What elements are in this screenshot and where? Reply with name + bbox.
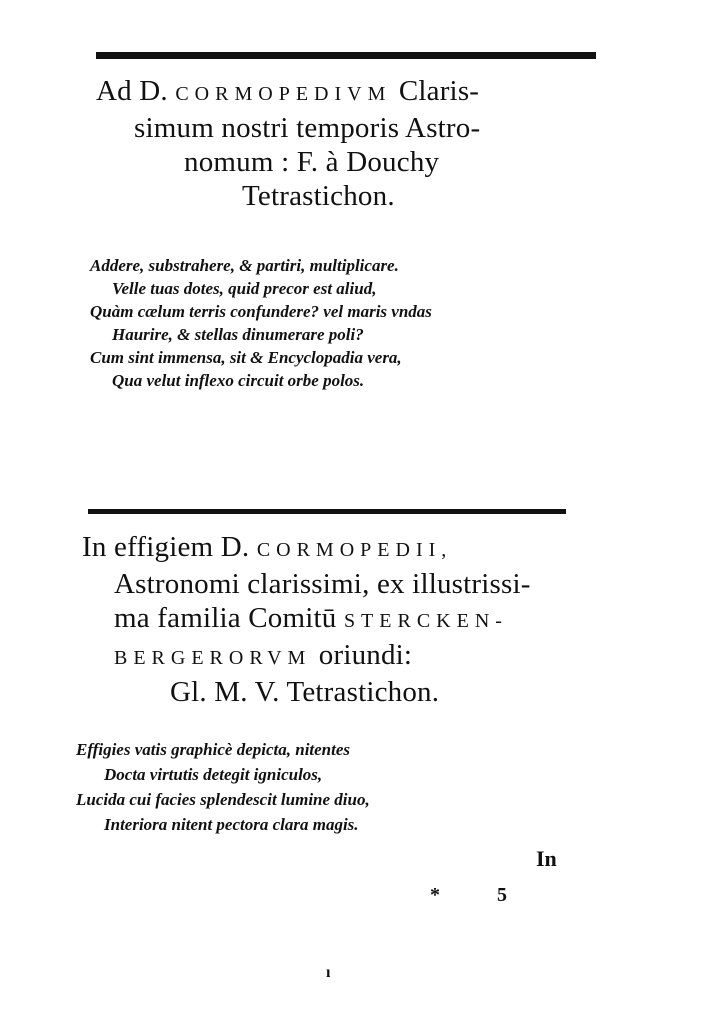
heading-effigy-family: ma familia Comitū <box>114 602 337 634</box>
heading-dedication-prefix: Ad D. <box>96 75 168 107</box>
signature-mark: * 5 <box>430 884 533 906</box>
heading-dedication-name: CORMOPEDIVM <box>175 83 392 105</box>
poem-effigy <box>76 737 370 837</box>
poem-line: Quàm cælum terris confundere? vel maris vndas <box>90 302 432 321</box>
poem-dedication <box>90 254 432 392</box>
poem-line: Haurire, & stellas dinumerare poli? <box>112 325 364 344</box>
heading-dedication-line-2: simum nostri temporis Astro- <box>134 112 481 144</box>
heading-dedication <box>96 74 480 213</box>
heading-effigy-prefix: In effigiem D. <box>82 531 250 563</box>
poem-line: Cum sint immensa, sit & Encyclopadia vera, <box>90 348 402 367</box>
poem-line: Qua velut inflexo circuit orbe polos. <box>112 371 365 390</box>
poem-line: Velle tuas dotes, quid precor est aliud, <box>112 279 377 298</box>
folio-mark: ı <box>326 964 331 981</box>
heading-effigy-line-4 <box>82 638 531 675</box>
poem-line: Docta virtutis detegit igniculos, <box>104 765 323 784</box>
heading-dedication-line-1 <box>96 74 480 111</box>
poem-line: Effigies vatis graphicè depicta, nitentes <box>76 740 351 759</box>
heading-dedication-line-3: nomum : F. à Douchy <box>184 146 440 178</box>
heading-effigy-family-name-cont: BERGERORVM <box>114 647 312 669</box>
top-rule <box>96 52 596 59</box>
heading-effigy-line-5: Gl. M. V. Tetrastichon. <box>170 676 440 708</box>
heading-dedication-line-4: Tetrastichon. <box>242 180 395 212</box>
heading-effigy-name: CORMOPEDII, <box>256 539 453 561</box>
heading-effigy-line-1 <box>82 530 531 567</box>
heading-effigy-line-3 <box>82 601 531 638</box>
poem-line: Lucida cui facies splendescit lumine diuo, <box>76 790 370 809</box>
catchword: In <box>536 846 557 871</box>
heading-effigy-line-2: Astronomi clarissimi, ex illustrissi- <box>114 568 531 600</box>
heading-dedication-suffix: Claris- <box>398 75 480 107</box>
heading-effigy <box>82 530 531 709</box>
poem-line: Addere, substrahere, & partiri, multiplicare. <box>90 256 399 275</box>
heading-effigy-family-name: STERCKEN- <box>343 610 508 632</box>
middle-rule <box>88 509 566 514</box>
heading-effigy-origin: oriundi: <box>318 639 413 671</box>
poem-line: Interiora nitent pectora clara magis. <box>104 815 359 834</box>
